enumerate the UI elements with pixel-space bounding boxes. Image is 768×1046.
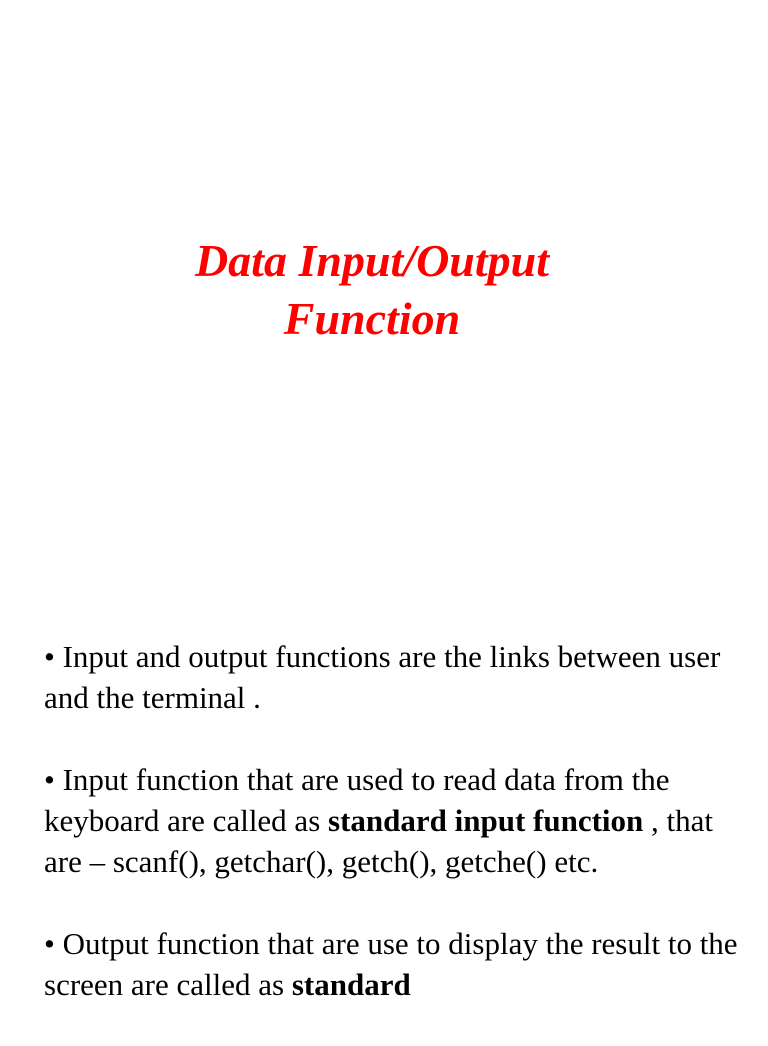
paragraph-text: Output function that are use to display the result to the screen are called as [44,926,738,1002]
bullet-symbol: • [44,926,55,961]
slide-title-line-1: Data Input/Output [194,235,550,286]
bullet-paragraph [44,636,744,718]
slide-title [0,232,744,348]
bullet-paragraph [44,923,744,1005]
bullet-symbol: • [44,639,55,674]
bullet-paragraph [44,759,744,882]
paragraph-text: Input function that are used to read data from the keyboard are called as [44,762,670,838]
paragraph-bold-text: standard input function [328,803,644,838]
slide-body [44,636,744,1046]
paragraph-text: Input and output functions are the links between user and the terminal . [44,639,721,715]
bullet-symbol: • [44,762,55,797]
paragraph-bold-text: standard [291,967,411,1002]
paragraph-text-after: , that are – scanf(), getchar(), getch(), getche() etc. [44,803,714,879]
slide-title-line-2: Function [283,293,461,344]
